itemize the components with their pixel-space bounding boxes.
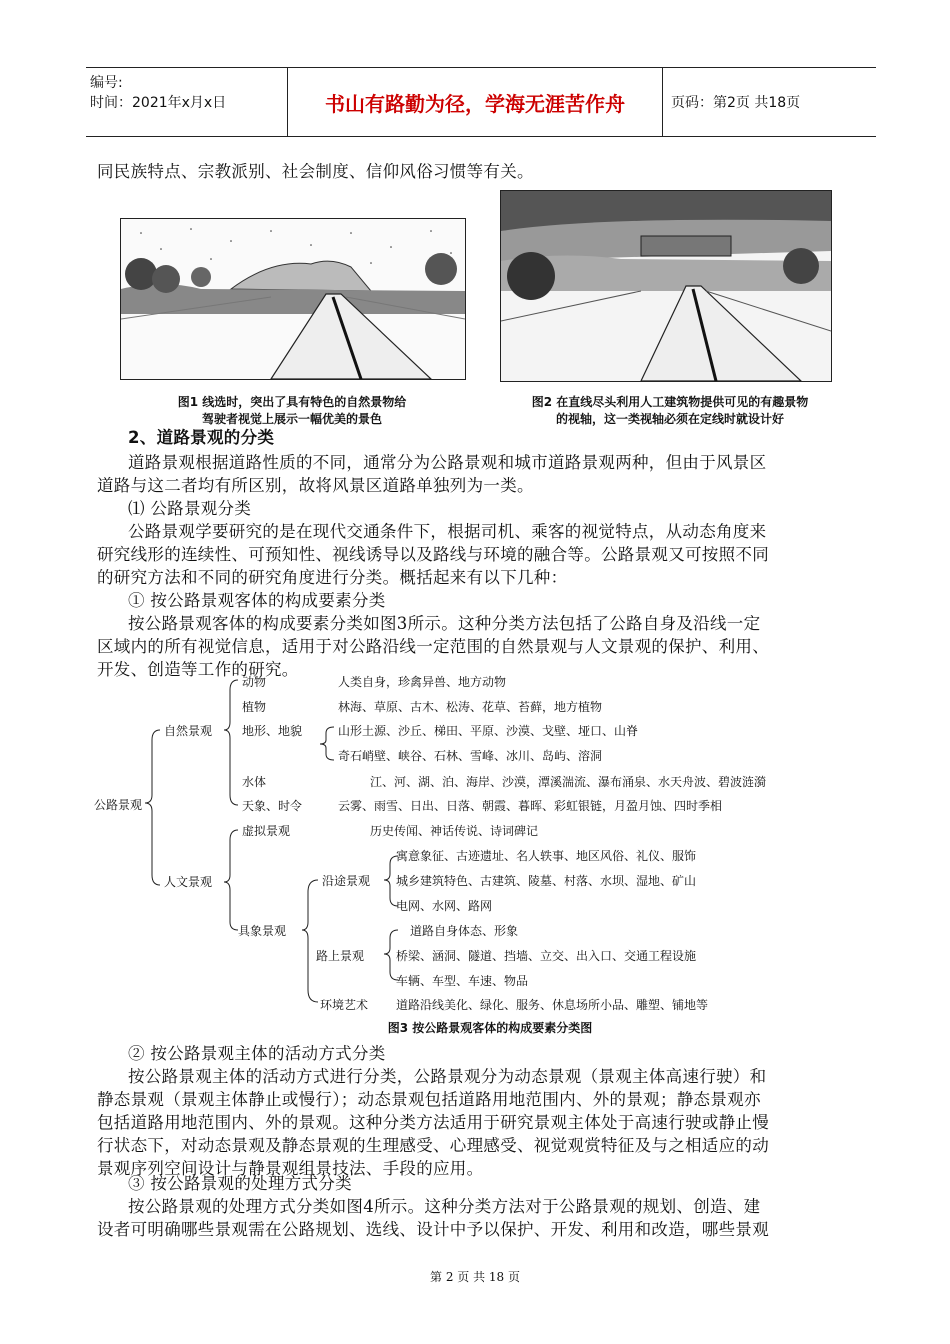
tree-node: 虚拟景观	[242, 824, 291, 838]
body-line: 的研究方法和不同的研究角度进行分类。概括起来有以下几种：	[97, 568, 568, 587]
subheading: ① 按公路景观客体的构成要素分类	[128, 591, 386, 610]
figure-2-caption-line: 图2 在直线尽头利用人工建筑物提供可见的有趣景物	[531, 395, 809, 409]
tree-node: 植物	[242, 700, 267, 714]
figure-3-caption: 图3 按公路景观客体的构成要素分类图	[387, 1021, 593, 1035]
body-line: 包括道路用地范围内、外的景观。这种分类方法适用于研究景观主体处于高速行驶或静止慢	[97, 1113, 769, 1132]
body-line: 按公路景观主体的活动方式进行分类，公路景观分为动态景观（景观主体高速行驶）和	[128, 1067, 767, 1086]
tree-leaf: 山形土源、沙丘、梯田、平原、沙漠、戈壁、垭口、山脊	[338, 724, 639, 738]
tree-node: 地形、地貌	[242, 724, 303, 738]
tree-leaf: 奇石峭壁、峡谷、石林、雪峰、冰川、岛屿、溶洞	[338, 749, 603, 763]
body-line: 行状态下，对动态景观及静态景观的生理感受、心理感受、视觉观赏特征及与之相适应的动	[97, 1136, 769, 1155]
tree-root: 公路景观	[94, 798, 143, 812]
body-line: 同民族特点、宗教派别、社会制度、信仰风俗习惯等有关。	[97, 162, 534, 181]
tree-node: 动物	[242, 675, 267, 689]
tree-leaf: 江、河、湖、泊、海岸、沙漠，潭溪湍流、瀑布涌泉、水天舟波、碧波涟漪	[370, 775, 767, 789]
tree-leaf: 云雾、雨雪、日出、日落、朝霞、暮晖、彩虹银链，月盈月蚀、四时季相	[338, 799, 723, 813]
number-label: 编号:	[90, 75, 123, 91]
time-label: 时间：2021年x月x日	[90, 95, 227, 111]
figure-2-caption-line: 的视轴，这一类视轴必须在定线时就设计好	[555, 412, 784, 426]
body-line: 公路景观学要研究的是在现代交通条件下，根据司机、乘客的视觉特点，从动态角度来	[128, 522, 767, 541]
tree-leaf: 桥梁、涵洞、隧道、挡墙、立交、出入口、交通工程设施	[396, 949, 697, 963]
body-line: 区域内的所有视觉信息，适用于对公路沿线一定范围的自然景观与人文景观的保护、利用、	[97, 637, 769, 656]
body-line: 道路景观根据道路性质的不同，通常分为公路景观和城市道路景观两种，但由于风景区	[128, 453, 767, 472]
tree-leaf: 历史传闻、神话传说、诗词碑记	[370, 824, 539, 838]
tree-node: 环境艺术	[320, 998, 369, 1012]
tree-leaf: 道路沿线美化、绿化、服务、休息场所小品、雕塑、铺地等	[396, 998, 709, 1012]
tree-node: 路上景观	[316, 949, 365, 963]
body-line: 静态景观（景观主体静止或慢行）；动态景观包括道路用地范围内、外的景观；静态景观亦	[97, 1090, 761, 1109]
tree-leaf: 道路自身体态、形象	[410, 924, 519, 938]
page-label: 页码：第2页 共18页	[671, 95, 801, 111]
tree-leaf: 林海、草原、古木、松涛、花草、苔藓，地方植物	[338, 700, 603, 714]
body-line: 开发、创造等工作的研究。	[97, 660, 299, 679]
tree-leaf: 人类自身，珍禽异兽、地方动物	[338, 675, 507, 689]
subheading: ③ 按公路景观的处理方式分类	[128, 1174, 352, 1193]
page-footer: 第 2 页 共 18 页	[430, 1270, 520, 1284]
body-line: 按公路景观的处理方式分类如图4所示。这种分类方法对于公路景观的规划、创造、建	[128, 1197, 761, 1216]
figure-1-caption-line: 驾驶者视觉上展示一幅优美的景色	[201, 412, 382, 426]
tree-node: 天象、时令	[242, 799, 303, 813]
body-line: 按公路景观客体的构成要素分类如图3所示。这种分类方法包括了公路自身及沿线一定	[128, 614, 761, 633]
subheading: ② 按公路景观主体的活动方式分类	[128, 1044, 386, 1063]
tree-node: 沿途景观	[322, 874, 371, 888]
section-heading: 2、道路景观的分类	[128, 428, 275, 447]
motto: 书山有路勤为径，学海无涯苦作舟	[287, 68, 663, 136]
figure-1-caption-line: 图1 线选时，突出了具有特色的自然景物给	[177, 395, 407, 409]
tree-leaf: 寓意象征、古迹遗址、名人轶事、地区风俗、礼仪、服饰	[396, 849, 697, 863]
tree-leaf: 车辆、车型、车速、物品	[396, 974, 529, 988]
tree-leaf: 电网、水网、路网	[396, 899, 493, 913]
body-line: 设者可明确哪些景观需在公路规划、选线、设计中予以保护、开发、利用和改造，哪些景观	[97, 1220, 769, 1239]
tree-leaf: 城乡建筑特色、古建筑、陵墓、村落、水坝、湿地、矿山	[396, 874, 697, 888]
body-line: 研究线形的连续性、可预知性、视线诱导以及路线与环境的融合等。公路景观又可按照不同	[97, 545, 769, 564]
body-line: 道路与这二者均有所区别，故将风景区道路单独列为一类。	[97, 476, 534, 495]
tree-node-human: 人文景观	[164, 875, 213, 889]
tree-node: 具象景观	[238, 924, 287, 938]
body-line: 景观序列空间设计与静景观组景技法、手段的应用。	[97, 1159, 484, 1178]
subheading: ⑴ 公路景观分类	[128, 499, 252, 518]
tree-node-natural: 自然景观	[164, 724, 213, 738]
tree-node: 水体	[242, 775, 267, 789]
